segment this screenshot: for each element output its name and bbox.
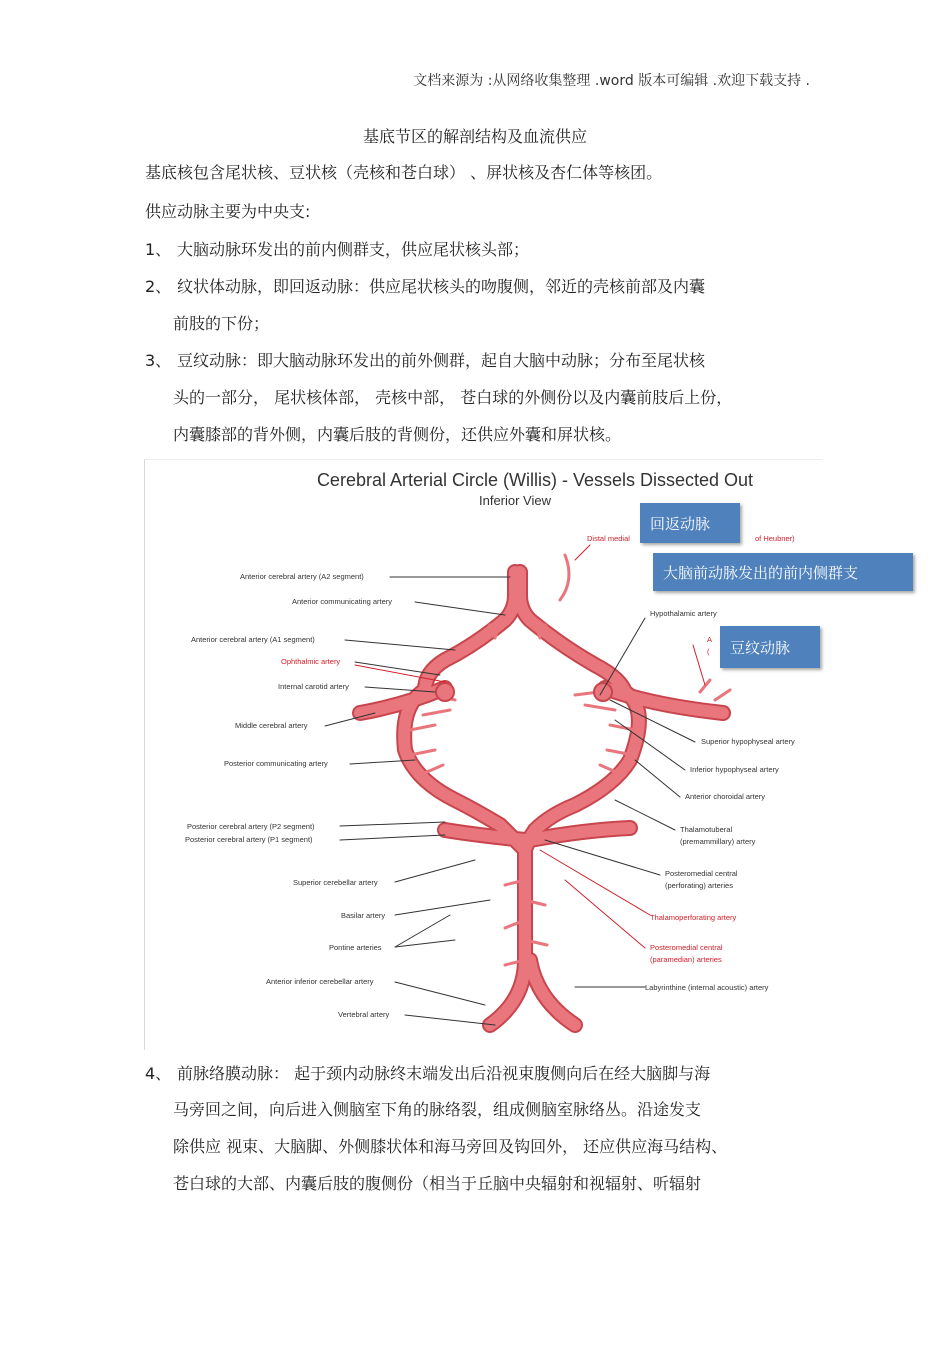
doc-title: 基底节区的解剖结构及血流供应: [362, 127, 587, 146]
left-label-1: Anterior communicating artery: [292, 597, 393, 606]
right-label-8: Thalamotuberal: [680, 825, 733, 834]
figure-subtitle: Inferior View: [478, 493, 551, 508]
item-4-num: 4、: [145, 1064, 172, 1083]
left-label-2: Anterior cerebral artery (A1 segment): [191, 635, 315, 644]
right-label-10: Posteromedial central: [665, 869, 738, 878]
item-2-num: 2、: [145, 277, 172, 296]
willis-circle-figure: [144, 459, 859, 1050]
item-3-line-1: 豆纹动脉：即大脑动脉环发出的前外侧群，起自大脑中动脉；分布至尾状核: [177, 351, 706, 370]
callout-medial-branches: 大脑前动脉发出的前内侧群支: [653, 553, 913, 591]
left-label-6: Posterior communicating artery: [224, 759, 328, 768]
item-4-line-3: 除供应 视束、大脑脚、外侧膝状体和海马旁回及钩回外， 还应供应海马结构、: [173, 1137, 728, 1156]
item-3-line-3: 内囊膝部的背外侧，内囊后肢的背侧份，还供应外囊和屏状核。: [173, 425, 622, 444]
left-label-7: Posterior cerebral artery (P2 segment): [187, 822, 315, 831]
intro-line-2: 供应动脉主要为中央支:: [145, 202, 311, 221]
left-label-13: Vertebral artery: [338, 1010, 390, 1019]
item-2-line-2: 前肢的下份；: [173, 314, 270, 333]
left-label-8: Posterior cerebral artery (P1 segment): [185, 835, 313, 844]
left-label-5: Middle cerebral artery: [235, 721, 308, 730]
right-label-3: A: [707, 635, 713, 644]
right-label-1: of Heubner): [755, 534, 795, 543]
right-label-2: Hypothalamic artery: [650, 609, 717, 618]
arterial-circle-diagram: [145, 460, 822, 1050]
item-2-line-1: 纹状体动脉，即回返动脉：供应尾状核头的吻腹侧，邻近的壳核前部及内囊: [177, 277, 706, 296]
intro-line-1: 基底核包含尾状核、豆状核（壳核和苍白球） 、屏状核及杏仁体等核团。: [145, 163, 663, 182]
right-label-14: (paramedian) arteries: [650, 955, 722, 964]
right-label-11: (perforating) arteries: [665, 881, 733, 890]
right-label-7: Anterior choroidal artery: [685, 792, 766, 801]
item-4-line-4: 苍白球的大部、内囊后肢的腹侧份（相当于丘脑中央辐射和视辐射、听辐射: [173, 1174, 702, 1193]
left-label-12: Anterior inferior cerebellar artery: [266, 977, 374, 986]
item-1: [145, 240, 529, 260]
right-label-5: Superior hypophyseal artery: [701, 737, 795, 746]
right-label-4: (: [707, 647, 710, 656]
left-label-11: Pontine arteries: [329, 943, 382, 952]
callout-lenticulostriate: 豆纹动脉: [720, 626, 820, 668]
item-4-line-2: 马旁回之间，向后进入侧脑室下角的脉络裂，组成侧脑室脉络丛。沿途发支: [173, 1100, 702, 1119]
item-4-line-1: 前脉络膜动脉： 起于颈内动脉终末端发出后沿视束腹侧向后在经大脑脚与海: [177, 1064, 711, 1083]
left-label-10: Basilar artery: [341, 911, 386, 920]
right-label-15: Labyrinthine (internal acoustic) artery: [645, 983, 769, 992]
right-label-6: Inferior hypophyseal artery: [690, 765, 779, 774]
right-label-9: (premammillary) artery: [680, 837, 756, 846]
item-3-num: 3、: [145, 351, 172, 370]
page-header: 文档来源为 :从网络收集整理 .word 版本可编辑 .欢迎下载支持 .: [413, 73, 810, 89]
right-label-13: Posteromedial central: [650, 943, 723, 952]
left-label-9: Superior cerebellar artery: [293, 878, 378, 887]
right-label-0: Distal medial: [587, 534, 630, 543]
item-1-num: 1、: [145, 240, 172, 259]
callout-recurrent-artery: 回返动脉: [640, 503, 740, 543]
item-4: [145, 1064, 710, 1084]
right-label-12: Thalamoperforating artery: [650, 913, 737, 922]
item-3: [145, 351, 705, 371]
item-1-line-1: 大脑动脉环发出的前内侧群支，供应尾状核头部；: [177, 240, 530, 259]
left-label-4: Internal carotid artery: [278, 682, 349, 691]
item-2: [145, 277, 705, 297]
left-label-0: Anterior cerebral artery (A2 segment): [240, 572, 364, 581]
item-3-line-2: 头的一部分， 尾状核体部， 壳核中部， 苍白球的外侧份以及内囊前肢后上份，: [173, 388, 733, 407]
left-label-3: Ophthalmic artery: [281, 657, 341, 666]
figure-title: Cerebral Arterial Circle (Willis) - Vessels Dissected Out: [316, 470, 754, 490]
